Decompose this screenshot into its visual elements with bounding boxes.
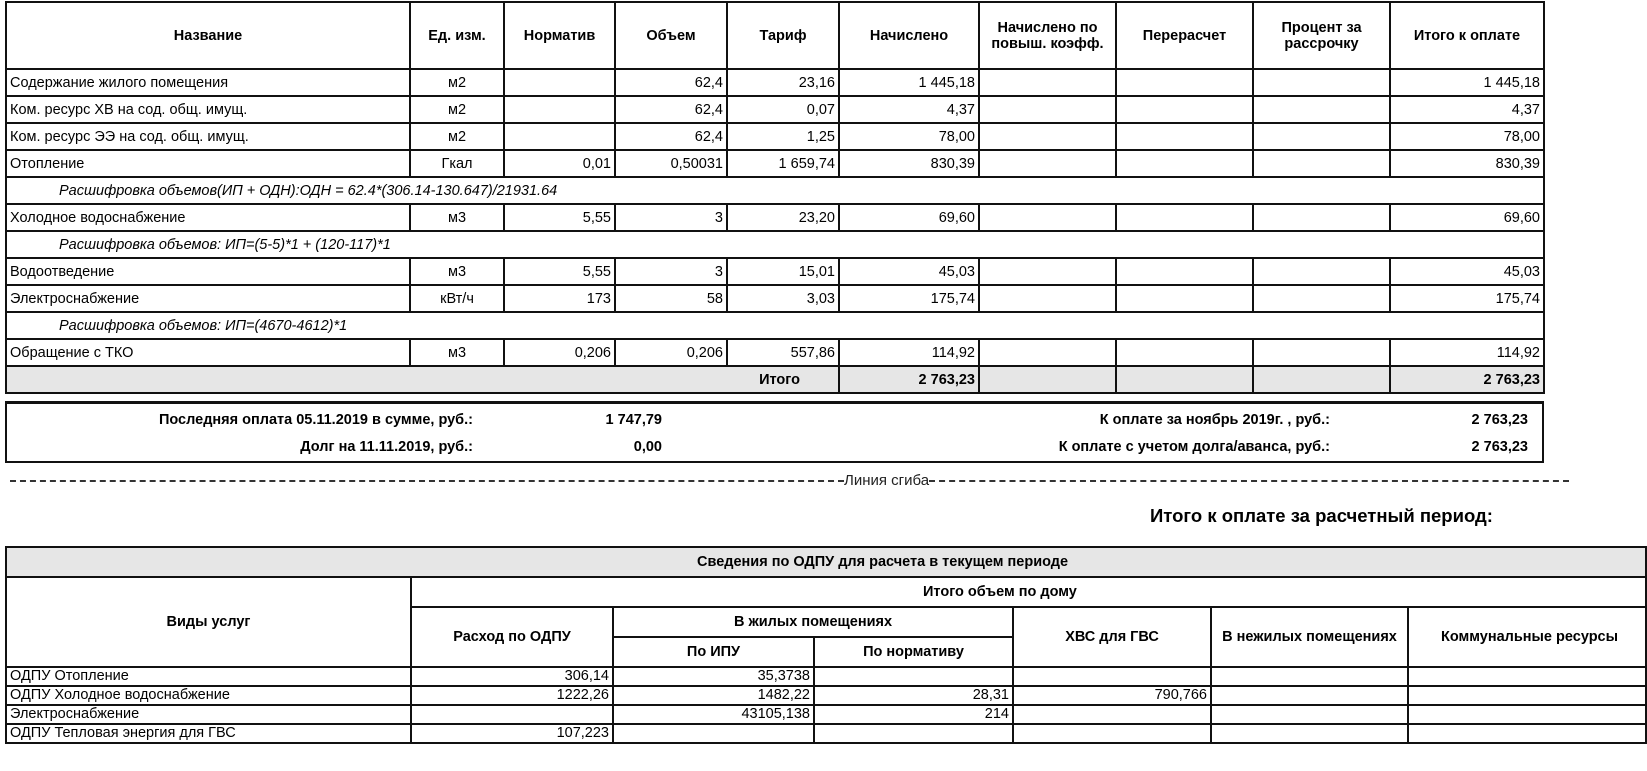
ipu-cell xyxy=(613,724,814,743)
total-to-pay-cell: 4,37 xyxy=(1390,96,1544,123)
payment-summary xyxy=(5,401,1544,463)
recalc-cell xyxy=(1116,339,1253,366)
service-name-cell: Водоотведение xyxy=(6,258,410,285)
total-to-pay-cell: 69,60 xyxy=(1390,204,1544,231)
fold-line-label: Линия сгиба xyxy=(844,472,930,489)
ipu-cell: 35,3738 xyxy=(613,667,814,686)
odpu-row xyxy=(6,686,1646,705)
odpu-body xyxy=(6,667,1646,743)
col-header-ipu: По ИПУ xyxy=(613,637,814,667)
tariff-cell: 557,86 xyxy=(727,339,839,366)
volume-cell: 62,4 xyxy=(615,123,727,150)
installment-cell xyxy=(1253,123,1390,150)
norm-cell xyxy=(504,69,615,96)
nonresidential-cell xyxy=(1211,724,1408,743)
total-to-pay-cell: 175,74 xyxy=(1390,285,1544,312)
col-header-odpu: Расход по ОДПУ xyxy=(411,607,613,667)
col-header-hvs-gvs: ХВС для ГВС xyxy=(1013,607,1211,667)
odpu-row xyxy=(6,667,1646,686)
recalc-cell xyxy=(1116,96,1253,123)
total-empty-cell xyxy=(1253,366,1390,393)
total-empty-cell xyxy=(1116,366,1253,393)
norm-cell xyxy=(814,667,1013,686)
recalc-cell xyxy=(1116,69,1253,96)
due-month-value: 2 763,23 xyxy=(1471,412,1528,428)
service-name-cell: Содержание жилого помещения xyxy=(6,69,410,96)
charged-coef-cell xyxy=(979,258,1116,285)
charged-coef-cell xyxy=(979,96,1116,123)
col-header-nonresidential: В нежилых помещениях xyxy=(1211,607,1408,667)
unit-cell: м2 xyxy=(410,123,504,150)
service-name-cell: Отопление xyxy=(6,150,410,177)
col-header-charged: Начислено xyxy=(839,2,979,69)
hvs-gvs-cell xyxy=(1013,724,1211,743)
due-with-debt-value: 2 763,23 xyxy=(1471,439,1528,455)
charged-cell: 45,03 xyxy=(839,258,979,285)
service-name-cell: Холодное водоснабжение xyxy=(6,204,410,231)
charged-cell: 69,60 xyxy=(839,204,979,231)
service-name-cell: Обращение с ТКО xyxy=(6,339,410,366)
volume-breakdown-row xyxy=(6,231,1544,258)
recalc-cell xyxy=(1116,285,1253,312)
charge-row xyxy=(6,69,1544,96)
col-header-tariff: Тариф xyxy=(727,2,839,69)
installment-cell xyxy=(1253,204,1390,231)
charge-row xyxy=(6,258,1544,285)
volume-cell: 62,4 xyxy=(615,96,727,123)
total-to-pay-cell: 830,39 xyxy=(1390,150,1544,177)
charge-row xyxy=(6,339,1544,366)
volume-cell: 0,50031 xyxy=(615,150,727,177)
unit-cell: м2 xyxy=(410,69,504,96)
nonresidential-cell xyxy=(1211,686,1408,705)
tariff-cell: 3,03 xyxy=(727,285,839,312)
norm-cell: 0,01 xyxy=(504,150,615,177)
communal-cell xyxy=(1408,686,1646,705)
hvs-gvs-cell xyxy=(1013,705,1211,724)
charges-table xyxy=(5,1,1545,394)
communal-cell xyxy=(1408,667,1646,686)
charge-row xyxy=(6,96,1544,123)
tariff-cell: 1,25 xyxy=(727,123,839,150)
nonresidential-cell xyxy=(1211,705,1408,724)
tariff-cell: 23,16 xyxy=(727,69,839,96)
norm-cell xyxy=(814,724,1013,743)
total-empty-cell xyxy=(979,366,1116,393)
volume-breakdown-text: Расшифровка объемов(ИП + ОДН):ОДН = 62.4*(306.14-130.647)/21931.64 xyxy=(6,177,1544,204)
charge-row xyxy=(6,150,1544,177)
unit-cell: м3 xyxy=(410,258,504,285)
col-header-communal: Коммунальные ресурсы xyxy=(1408,607,1646,667)
col-header-norm-res: По нормативу xyxy=(814,637,1013,667)
total-to-pay-cell: 78,00 xyxy=(1390,123,1544,150)
fold-dash-left xyxy=(10,480,844,482)
charged-coef-cell xyxy=(979,69,1116,96)
charge-row xyxy=(6,123,1544,150)
charge-row xyxy=(6,285,1544,312)
recalc-cell xyxy=(1116,123,1253,150)
charged-cell: 830,39 xyxy=(839,150,979,177)
volume-cell: 62,4 xyxy=(615,69,727,96)
charged-cell: 114,92 xyxy=(839,339,979,366)
norm-cell: 5,55 xyxy=(504,258,615,285)
odpu-cell: 107,223 xyxy=(411,724,613,743)
col-header-name: Название xyxy=(6,2,410,69)
volume-cell: 0,206 xyxy=(615,339,727,366)
norm-cell: 173 xyxy=(504,285,615,312)
charged-cell: 4,37 xyxy=(839,96,979,123)
total-label: Итого xyxy=(6,366,839,393)
due-with-debt-label: К оплате с учетом долга/аванса, руб.: xyxy=(1058,439,1330,455)
volume-cell: 3 xyxy=(615,204,727,231)
col-header-installment: Процент за рассрочку xyxy=(1253,2,1390,69)
total-to-pay: 2 763,23 xyxy=(1390,366,1544,393)
debt-label: Долг на 11.11.2019, руб.: xyxy=(300,439,473,455)
norm-cell xyxy=(504,96,615,123)
tariff-cell: 1 659,74 xyxy=(727,150,839,177)
norm-cell: 214 xyxy=(814,705,1013,724)
volume-breakdown-text: Расшифровка объемов: ИП=(4670-4612)*1 xyxy=(6,312,1544,339)
norm-cell: 28,31 xyxy=(814,686,1013,705)
due-month-label: К оплате за ноябрь 2019г. , руб.: xyxy=(1099,412,1330,428)
odpu-row xyxy=(6,705,1646,724)
service-name-cell: Электроснабжение xyxy=(6,285,410,312)
odpu-cell: 1222,26 xyxy=(411,686,613,705)
charged-coef-cell xyxy=(979,123,1116,150)
odpu-cell xyxy=(411,705,613,724)
col-header-unit: Ед. изм. xyxy=(410,2,504,69)
volume-breakdown-text: Расшифровка объемов: ИП=(5-5)*1 + (120-117)*1 xyxy=(6,231,1544,258)
odpu-row xyxy=(6,724,1646,743)
last-payment-label: Последняя оплата 05.11.2019 в сумме, руб.: xyxy=(158,412,473,428)
service-cell: ОДПУ Холодное водоснабжение xyxy=(6,686,411,705)
communal-cell xyxy=(1408,724,1646,743)
charges-total-row xyxy=(6,366,1544,393)
unit-cell: м3 xyxy=(410,204,504,231)
col-header-total: Итого к оплате xyxy=(1390,2,1544,69)
installment-cell xyxy=(1253,96,1390,123)
nonresidential-cell xyxy=(1211,667,1408,686)
ipu-cell: 1482,22 xyxy=(613,686,814,705)
ipu-cell: 43105,138 xyxy=(613,705,814,724)
odpu-table xyxy=(5,546,1647,744)
col-header-house-total: Итого объем по дому xyxy=(411,577,1646,607)
norm-cell: 5,55 xyxy=(504,204,615,231)
tariff-cell: 0,07 xyxy=(727,96,839,123)
recalc-cell xyxy=(1116,204,1253,231)
service-cell: Электроснабжение xyxy=(6,705,411,724)
recalc-cell xyxy=(1116,258,1253,285)
charged-coef-cell xyxy=(979,204,1116,231)
service-name-cell: Ком. ресурс ЭЭ на сод. общ. имущ. xyxy=(6,123,410,150)
unit-cell: Гкал xyxy=(410,150,504,177)
col-header-charged-coef: Начислено по повыш. коэфф. xyxy=(979,2,1116,69)
installment-cell xyxy=(1253,69,1390,96)
volume-cell: 58 xyxy=(615,285,727,312)
total-to-pay-cell: 45,03 xyxy=(1390,258,1544,285)
charge-row xyxy=(6,204,1544,231)
charged-cell: 175,74 xyxy=(839,285,979,312)
odpu-cell: 306,14 xyxy=(411,667,613,686)
installment-cell xyxy=(1253,339,1390,366)
last-payment-value: 1 747,79 xyxy=(605,412,662,428)
charged-coef-cell xyxy=(979,150,1116,177)
unit-cell: м3 xyxy=(410,339,504,366)
charged-cell: 1 445,18 xyxy=(839,69,979,96)
tariff-cell: 23,20 xyxy=(727,204,839,231)
volume-cell: 3 xyxy=(615,258,727,285)
col-header-volume: Объем xyxy=(615,2,727,69)
unit-cell: м2 xyxy=(410,96,504,123)
norm-cell: 0,206 xyxy=(504,339,615,366)
norm-cell xyxy=(504,123,615,150)
total-charged: 2 763,23 xyxy=(839,366,979,393)
installment-cell xyxy=(1253,258,1390,285)
period-total-title: Итого к оплате за расчетный период: xyxy=(1150,505,1493,526)
odpu-caption-row xyxy=(6,547,1646,577)
service-cell: ОДПУ Отопление xyxy=(6,667,411,686)
hvs-gvs-cell xyxy=(1013,667,1211,686)
service-name-cell: Ком. ресурс ХВ на сод. общ. имущ. xyxy=(6,96,410,123)
col-header-recalc: Перерасчет xyxy=(1116,2,1253,69)
total-to-pay-cell: 1 445,18 xyxy=(1390,69,1544,96)
service-cell: ОДПУ Тепловая энергия для ГВС xyxy=(6,724,411,743)
volume-breakdown-row xyxy=(6,177,1544,204)
volume-breakdown-row xyxy=(6,312,1544,339)
installment-cell xyxy=(1253,150,1390,177)
installment-cell xyxy=(1253,285,1390,312)
charges-body xyxy=(6,69,1544,366)
communal-cell xyxy=(1408,705,1646,724)
col-header-residential: В жилых помещениях xyxy=(613,607,1013,637)
hvs-gvs-cell: 790,766 xyxy=(1013,686,1211,705)
fold-line xyxy=(10,472,1585,490)
recalc-cell xyxy=(1116,150,1253,177)
fold-dash-right xyxy=(929,480,1569,482)
debt-value: 0,00 xyxy=(633,439,662,455)
total-to-pay-cell: 114,92 xyxy=(1390,339,1544,366)
charges-header-row xyxy=(6,2,1544,69)
charged-coef-cell xyxy=(979,339,1116,366)
charged-coef-cell xyxy=(979,285,1116,312)
col-header-service: Виды услуг xyxy=(6,577,411,667)
odpu-header-row-1 xyxy=(6,577,1646,607)
tariff-cell: 15,01 xyxy=(727,258,839,285)
unit-cell: кВт/ч xyxy=(410,285,504,312)
charged-cell: 78,00 xyxy=(839,123,979,150)
odpu-caption: Сведения по ОДПУ для расчета в текущем периоде xyxy=(6,547,1646,577)
col-header-norm: Норматив xyxy=(504,2,615,69)
